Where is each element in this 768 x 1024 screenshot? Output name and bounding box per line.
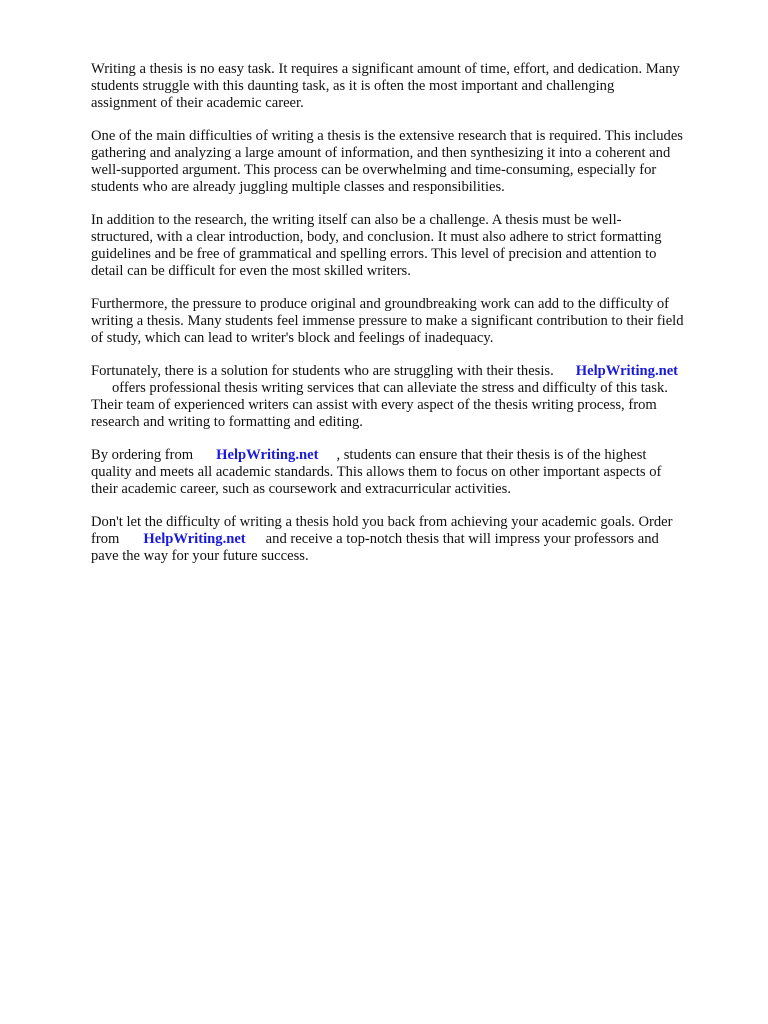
text-line: Writing a thesis is no easy task. It requires a significant amount of time, effort, and dedication. Many <box>91 61 680 77</box>
paragraph-writing <box>91 212 731 280</box>
text-line: research and writing to formatting and editing. <box>91 414 363 430</box>
text-line: One of the main difficulties of writing a thesis is the extensive research that is required. This includes <box>91 128 683 144</box>
text-segment: and receive a top-notch thesis that will impress your professors and <box>265 531 659 547</box>
paragraph-intro <box>91 61 731 112</box>
paragraph-pressure <box>91 296 731 347</box>
text-segment: By ordering from <box>91 447 194 463</box>
helpwriting-link[interactable]: HelpWriting.net <box>575 363 679 379</box>
text-line: writing a thesis. Many students feel immense pressure to make a significant contribution to their field <box>91 313 684 329</box>
text-line: gathering and analyzing a large amount of information, and then synthesizing it into a coherent and <box>91 145 671 161</box>
text-line: students struggle with this daunting task, as it is often the most important and challenging <box>91 78 615 94</box>
text-line: structured, with a clear introduction, body, and conclusion. It must also adhere to strict formatting <box>91 229 662 245</box>
text-line: Their team of experienced writers can assist with every aspect of the thesis writing process, from <box>91 397 657 413</box>
paragraph-closing <box>91 514 731 565</box>
document-body <box>91 61 731 581</box>
text-line <box>91 380 731 397</box>
text-segment: from <box>91 531 120 547</box>
text-line: Furthermore, the pressure to produce original and groundbreaking work can add to the difficulty of <box>91 296 670 312</box>
text-line: well-supported argument. This process can be overwhelming and time-consuming, especially for <box>91 162 657 178</box>
text-line <box>91 447 731 464</box>
text-line <box>91 363 731 380</box>
paragraph-solution <box>91 363 731 431</box>
text-line: In addition to the research, the writing itself can also be a challenge. A thesis must be well- <box>91 212 622 228</box>
text-segment: , students can ensure that their thesis is of the highest <box>336 447 647 463</box>
paragraph-research <box>91 128 731 196</box>
helpwriting-link[interactable]: HelpWriting.net <box>216 447 319 463</box>
text-line: quality and meets all academic standards. This allows them to focus on other important aspects of <box>91 464 662 480</box>
text-line: of study, which can lead to writer's block and feelings of inadequacy. <box>91 330 494 346</box>
text-line: assignment of their academic career. <box>91 95 304 111</box>
paragraph-ordering <box>91 447 731 498</box>
text-segment: offers professional thesis writing services that can alleviate the stress and difficulty of this task. <box>112 380 668 396</box>
text-line: pave the way for your future success. <box>91 548 309 564</box>
text-segment: Fortunately, there is a solution for students who are struggling with their thesis. <box>91 363 554 379</box>
text-line: detail can be difficult for even the most skilled writers. <box>91 263 411 279</box>
helpwriting-link[interactable]: HelpWriting.net <box>143 531 246 547</box>
text-line <box>91 531 731 548</box>
text-line: guidelines and be free of grammatical and spelling errors. This level of precision and attention to <box>91 246 657 262</box>
text-line: their academic career, such as coursework and extracurricular activities. <box>91 481 511 497</box>
text-line: Don't let the difficulty of writing a thesis hold you back from achieving your academic goals. Order <box>91 514 673 530</box>
text-line: students who are already juggling multiple classes and responsibilities. <box>91 179 505 195</box>
